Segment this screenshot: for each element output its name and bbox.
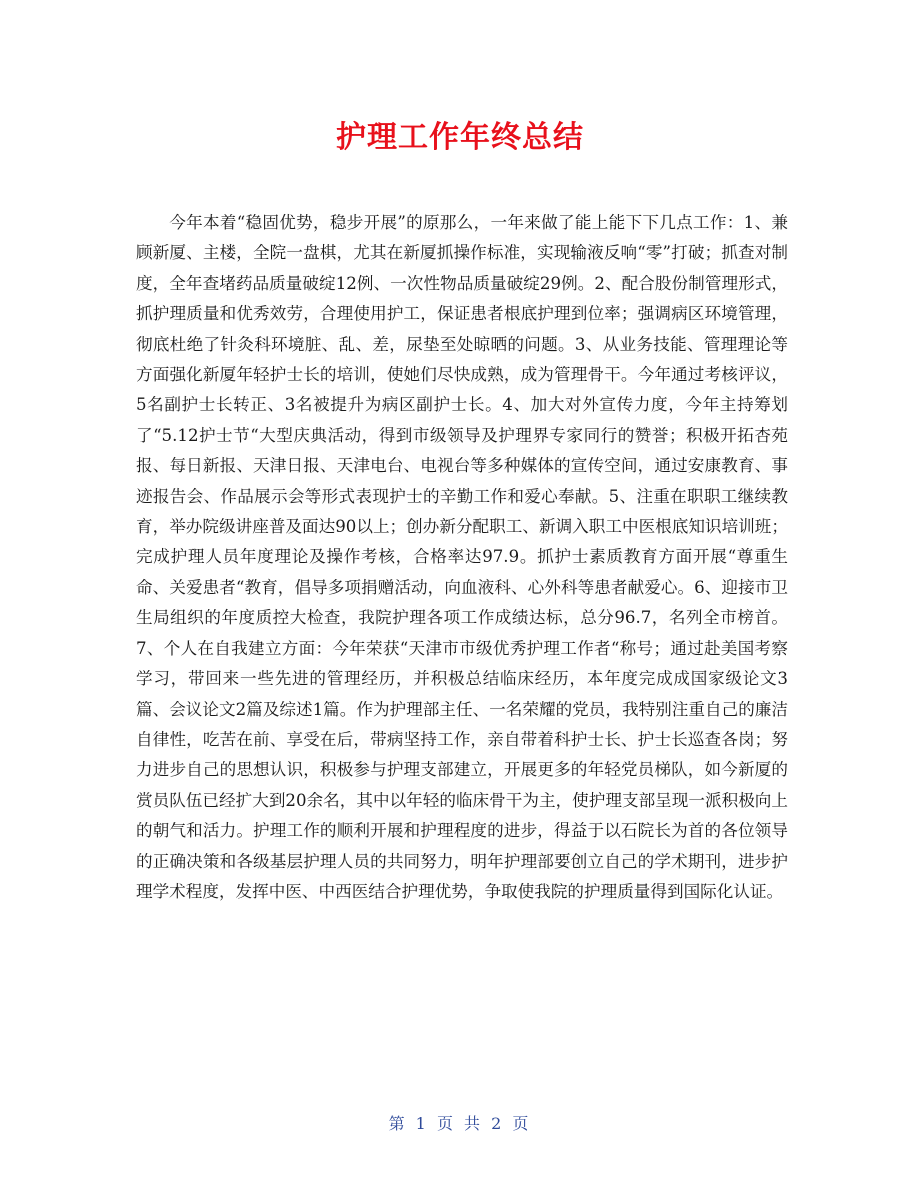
document-title: 护理工作年终总结 — [336, 120, 584, 155]
page-number-footer: 第 1 页 共 2 页 — [388, 1114, 532, 1133]
document-body-paragraph: 今年本着“稳固优势，稳步开展”的原那么，一年来做了能上能下下几点工作：1、兼顾新厦、主楼，全院一盘棋，尤其在新厦抓操作标准，实现输液反响“零”打破；抓查对制度，全年查堵药品质量破绽12例、一次性物品质量破绽29例。2、配合股份制管理形式，抓护理质量和优秀效劳，合理使用护工，保证患者根底护理到位率；强调病区环境管理，彻底杜绝了针灸科环境脏、乱、差，尿垫至处晾晒的问题。3、从业务技能、管理理论等方面强化新厦年轻护士长的培训，使她们尽快成熟，成为管理骨干。今年通过考核评议，5名副护士长转正、3名被提升为病区副护士长。4、加大对外宣传力度，今年主持筹划了“5.12护士节“大型庆典活动，得到市级领导及护理界专家同行的赞誉；积极开拓杏苑报、每日新报、天津日报、天津电台、电视台等多种媒体的宣传空间，通过安康教育、事迹报告会、作品展示会等形式表现护士的辛勤工作和爱心奉献。5、注重在职职工继续教育，举办院级讲座普及面达90以上；创办新分配职工、新调入职工中医根底知识培训班；完成护理人员年度理论及操作考核，合格率达97.9。抓护士素质教育方面开展“尊重生命、关爱患者“教育，倡导多项捐赠活动，向血液科、心外科等患者献爱心。6、迎接市卫生局组织的年度质控大检查，我院护理各项工作成绩达标，总分96.7，名列全市榜首。7、个人在自我建立方面：今年荣获“天津市市级优秀护理工作者“称号；通过赴美国考察学习，带回来一些先进的管理经历，并积极总结临床经历，本年度完成成国家级论文3篇、会议论文2篇及综述1篇。作为护理部主任、一名荣耀的党员，我特别注重自己的廉洁自律性，吃苦在前、享受在后，带病坚持工作，亲自带着科护士长、护士长巡查各岗；努力进步自己的思想认识，积极参与护理支部建立，开展更多的年轻党员梯队，如今新厦的赏员队伍已经扩大到20余名，其中以年轻的临床骨干为主，使护理支部呈现一派积极向上的朝气和活力。护理工作的顺利开展和护理程度的进步，得益于以石院长为首的各位领导的正确决策和各级基层护理人员的共同努力，明年护理部要创立自己的学术期刊，进步护理学术程度，发挥中医、中西医结合护理优势，争取使我院的护理质量得到国际化认证。 — [136, 213, 788, 901]
